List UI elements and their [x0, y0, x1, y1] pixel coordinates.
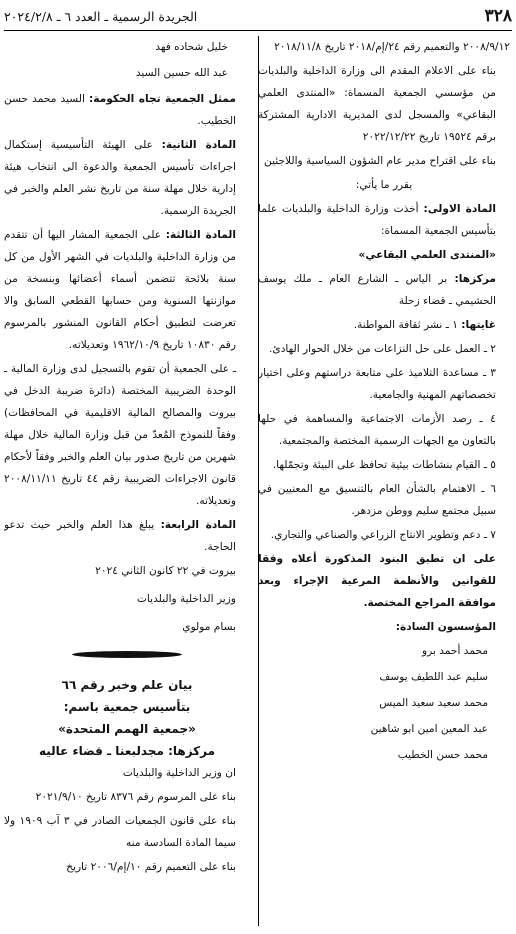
paragraph: بناء على التعميم رقم ١٠/إم/٢٠٠٦ تاريخ — [66, 861, 236, 873]
article-text: على الجمعية المشار اليها أن تتقدم من وزارة الداخلية والبلديات في الشهر الأول من كل سنة بلائحة تتضمن أسماء أعضائها وبنسخة من موازنتها السنوية ومن حسابها القطعي السابق والا تعرضت لتطبيق أحكام القانون المنشور بالمرسوم رقم ١٠٨٣٠ تاريخ ١٩٦٢/١٠/٩ وتعديلاته. — [4, 229, 236, 351]
founder-name: محمد حسن الخطيب — [397, 749, 488, 761]
goals-list — [258, 314, 510, 546]
notice-headquarters: مركزها: مجدلبعنا ـ قضاء عاليه — [38, 744, 216, 758]
goal-item: ٤ ـ رصد الأزمات الاجتماعية والمساهمة في حلها بالتعاون مع الجهات الرسمية المختصة والمجتمعية. — [258, 413, 496, 447]
running-head: الجريدة الرسمية ـ العدد ٦ ـ ٢٠٢٤/٢/٨ — [4, 8, 198, 24]
minister-name: بسام مولوي — [182, 621, 236, 633]
founder-name: عبد الله حسين السيد — [135, 67, 228, 79]
conditions-text: على ان تطبق البنود المذكورة أعلاه وفقا للقوانين والأنظمة المرعية الإجراء وبعد موافقة المراجع المختصة. — [258, 553, 496, 609]
right-column — [258, 36, 510, 928]
hq-text: بر الياس ـ الشارع العام ـ ملك يوسف الحشيمي ـ قضاء زحلة — [258, 273, 496, 307]
decision-heading: يقرر ما يأتي: — [355, 179, 413, 191]
founder-name: سليم عبد اللطيف يوسف — [379, 671, 488, 683]
article-1 — [258, 198, 510, 242]
minister-title: وزير الداخلية والبلديات — [136, 593, 236, 605]
left-column — [4, 36, 250, 928]
article-4 — [4, 514, 250, 558]
paragraph: بناء على اقتراح مدير عام الشؤون السياسية واللاجئين — [264, 155, 496, 167]
article-3 — [4, 224, 250, 356]
page-number: ٣٢٨ — [484, 6, 512, 26]
association-name: «المنتدى العلمي البقاعي» — [358, 249, 496, 261]
article-label: المادة الثانية: — [161, 139, 236, 151]
notice-title: بيان علم وخبر رقم ٦٦ — [61, 678, 193, 692]
goal-item: ٣ ـ مساعدة التلاميذ على متابعة دراستهم وعلى اختيار تخصصاتهم المهنية والجامعية. — [258, 367, 496, 401]
rep-label: ممثل الجمعية تجاه الحكومة: — [89, 93, 236, 105]
article-text: على الهيئة التأسيسية إستكمال اجراءات تأسيس الجمعية والدعوة الى انتخاب هيئة إدارية خلال مهلة سنة من تاريخ نشر العلم والخبر في الجريدة الرسمية. — [4, 139, 236, 217]
article-label: المادة الثالثة: — [165, 229, 236, 241]
goal-item: ٧ ـ دعم وتطوير الانتاج الزراعي والصناعي والتجاري. — [270, 529, 496, 541]
founder-name: عبد المعين امين ابو شاهين — [370, 723, 488, 735]
article-2 — [4, 134, 250, 222]
hq-label: مركزها: — [454, 273, 496, 285]
page-header — [4, 2, 512, 31]
goal-item: ٥ ـ القيام بنشاطات بيئية تحافظ على البيئة وتجمّلها. — [272, 459, 496, 471]
article-label: المادة الاولى: — [423, 203, 497, 215]
paragraph: بناء على المرسوم رقم ٨٣٧٦ تاريخ ٢٠٢١/٩/١٠ — [35, 791, 236, 803]
goal-item: ٦ ـ الاهتمام بالشأن العام بالتنسيق مع المعنيين في سبيل مجتمع سليم ووطن مزدهر. — [258, 483, 496, 517]
notice-association-name: «جمعية الهمم المتحدة» — [58, 722, 196, 736]
date-line: بيروت في ٢٢ كانون الثاني ٢٠٢٤ — [95, 565, 236, 577]
rep-text: السيد محمد حسن الخطيب. — [4, 93, 236, 127]
article-label: المادة الرابعة: — [160, 519, 236, 531]
founders-title: المؤسسون السادة: — [395, 621, 496, 633]
article-3-tax: ـ على الجمعية أن تقوم بالتسجيل لدى وزارة المالية ـ الوحدة الضريبية المختصة (دائرة ضريبة الدخل في بيروت والمصالح المالية الاقليمية في المحافظات) وفقاً للنموذج المُعدّ من قبل وزارة المالية خلال مهلة شهرين من تاريخ صدور بيان العلم والخبر وفقاً لأحكام قانون الاجراءات الضريبية رقم ٤٤ تاريخ ٢٠٠٨/١١/١١ وتعديلاته. — [4, 363, 236, 507]
headquarters — [258, 268, 510, 312]
government-representative — [4, 88, 250, 132]
notice-subtitle: بتأسيس جمعية باسم: — [63, 700, 191, 714]
goal-item: غايتها: ١ ـ نشر ثقافة المواطنة. — [353, 319, 496, 331]
separator-ornament — [4, 644, 250, 666]
founders-list-continued — [4, 36, 250, 84]
paragraph: ٢٠٠٨/٩/١٢ والتعميم رقم ٢٤/إم/٢٠١٨ تاريخ ٢٠١٨/١١/٨ — [274, 41, 510, 53]
founders-list — [258, 640, 510, 766]
paragraph: بناء على قانون الجمعيات الصادر في ٣ آب ١٩٠٩ ولا سيما المادة السادسة منه — [4, 815, 237, 849]
goals-label: غايتها: — [461, 319, 496, 331]
article-text: أخذت وزارة الداخلية والبلديات علما بتأسيس الجمعية المسماة: — [258, 203, 496, 237]
article-text: يبلغ هذا العلم والخبر حيث تدعو الحاجة. — [4, 519, 236, 553]
paragraph: ان وزير الداخلية والبلديات — [122, 767, 236, 779]
goal-item: ٢ ـ العمل على حل النزاعات من خلال الحوار الهادئ. — [269, 343, 496, 355]
founder-name: محمد أحمد برو — [421, 645, 488, 657]
founder-name: خليل شحاده فهد — [155, 41, 228, 53]
paragraph: بناء على الاعلام المقدم الى وزارة الداخلية والبلديات من مؤسسي الجمعية المسماة: «المنتدى العلمي البقاعي» والمسجل لدى المديرية الادارية المشتركة برقم ١٩٥٢٤ تاريخ ٢٠٢٢/١٢/٢٢ — [258, 65, 496, 143]
signature-block — [4, 560, 250, 638]
founder-name: محمد سعيد سعيد الميس — [379, 697, 488, 709]
